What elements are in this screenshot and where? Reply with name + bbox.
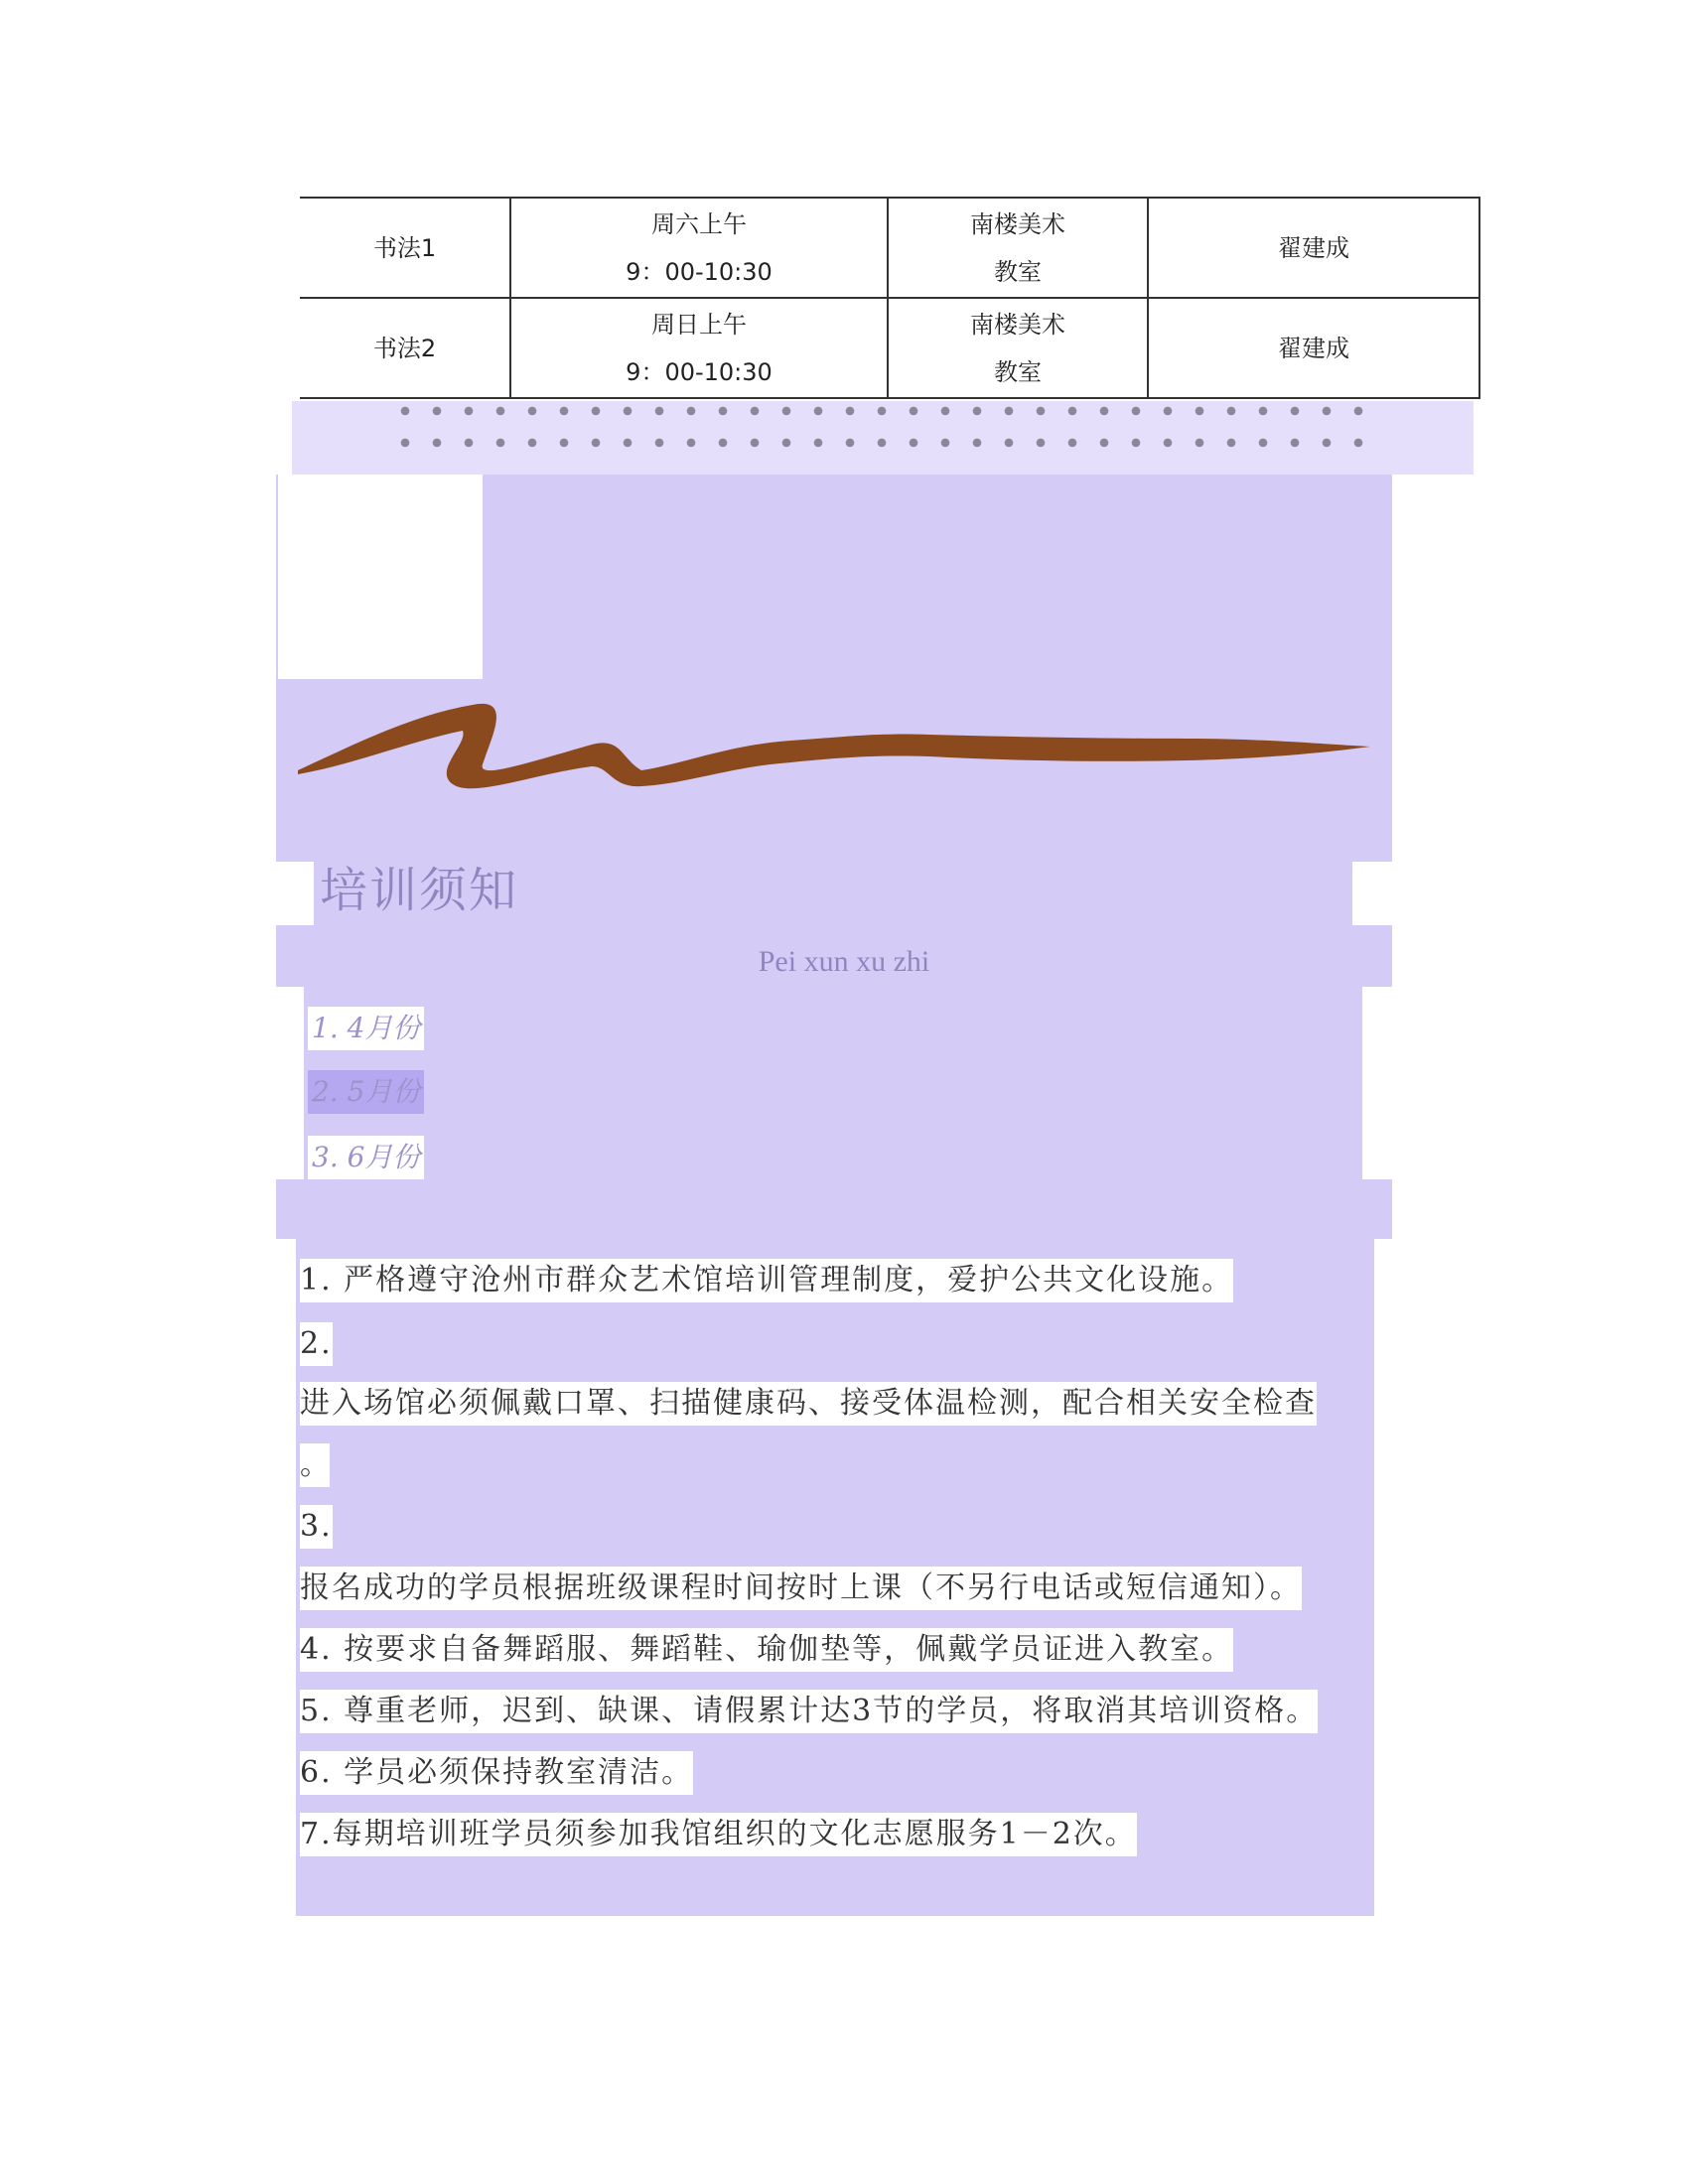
time-cell: 周日上午 9：00-10:30 bbox=[510, 298, 888, 398]
dot-pattern bbox=[389, 395, 1372, 465]
rule-2-number: 2. bbox=[300, 1322, 333, 1366]
rule-7: 7.每期培训班学员须参加我馆组织的文化志愿服务1－2次。 bbox=[300, 1813, 1137, 1856]
course-cell: 书法2 bbox=[300, 298, 510, 398]
spacer-band bbox=[276, 1179, 1392, 1239]
rule-1: 1. 严格遵守沧州市群众艺术馆培训管理制度，爱护公共文化设施。 bbox=[300, 1259, 1233, 1302]
table-row bbox=[300, 298, 1479, 398]
rule-2-end: 。 bbox=[300, 1443, 330, 1487]
notice-subtitle: Pei xun xu zhi bbox=[758, 945, 930, 978]
month-item-may: 2. 5月份 bbox=[308, 1070, 424, 1114]
white-box bbox=[278, 475, 483, 679]
rule-5: 5. 尊重老师，迟到、缺课、请假累计达3节的学员，将取消其培训资格。 bbox=[300, 1690, 1318, 1733]
room-cell: 南楼美术 教室 bbox=[888, 298, 1148, 398]
month-item-june: 3. 6月份 bbox=[308, 1136, 424, 1179]
course-cell: 书法1 bbox=[300, 198, 510, 298]
rule-3-text: 报名成功的学员根据班级课程时间按时上课（不另行电话或短信通知）。 bbox=[300, 1567, 1302, 1610]
teacher-cell: 翟建成 bbox=[1148, 298, 1479, 398]
rule-3-number: 3. bbox=[300, 1505, 333, 1549]
rule-2-text: 进入场馆必须佩戴口罩、扫描健康码、接受体温检测，配合相关安全检查 bbox=[300, 1382, 1317, 1426]
rule-4: 4. 按要求自备舞蹈服、舞蹈鞋、瑜伽垫等，佩戴学员证进入教室。 bbox=[300, 1628, 1233, 1672]
notice-title: 培训须知 bbox=[320, 863, 519, 918]
time-cell: 周六上午 9：00-10:30 bbox=[510, 198, 888, 298]
rule-6: 6. 学员必须保持教室清洁。 bbox=[300, 1751, 693, 1795]
teacher-cell: 翟建成 bbox=[1148, 198, 1479, 298]
brush-stroke-icon bbox=[294, 675, 1376, 804]
room-cell: 南楼美术 教室 bbox=[888, 198, 1148, 298]
schedule-table bbox=[300, 197, 1480, 399]
month-item-april: 1. 4月份 bbox=[308, 1007, 424, 1050]
months-band bbox=[304, 987, 1362, 1179]
table-row bbox=[300, 198, 1479, 298]
